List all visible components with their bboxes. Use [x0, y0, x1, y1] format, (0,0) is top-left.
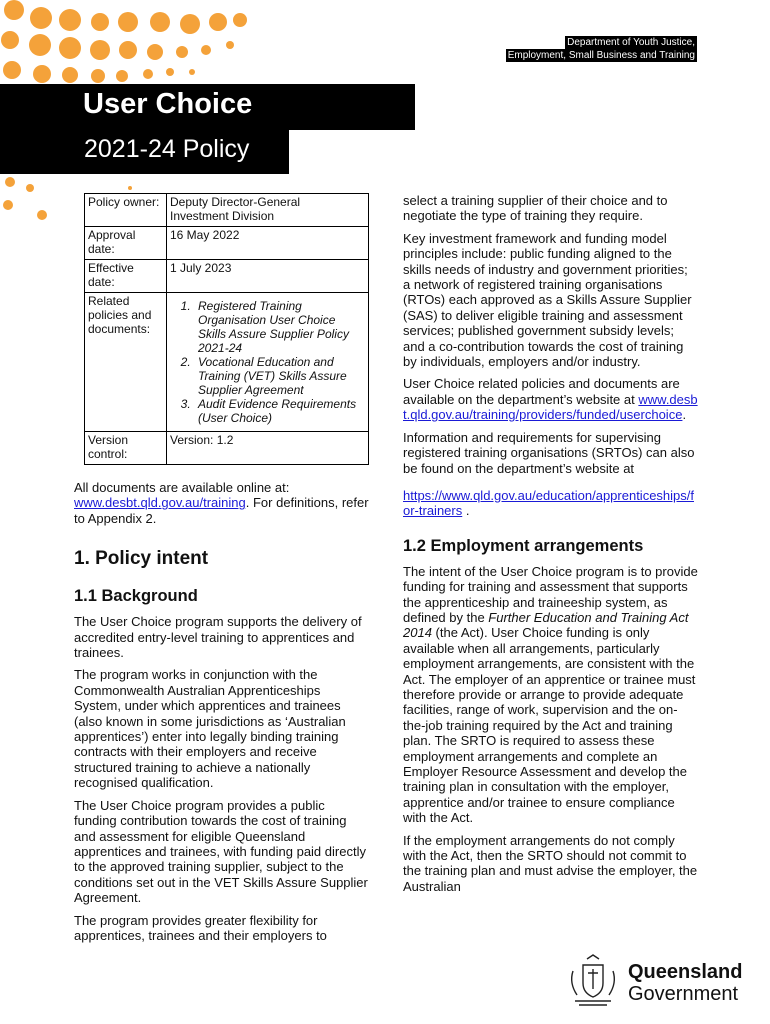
policy-owner-value — [167, 194, 369, 227]
background-paragraph-3: The User Choice program provides a public funding contribution towards the cost of training and assessment for eligible Queensland apprentices and trainees, with funding paid directly to the approved training supplier, subject to the conditions set out in the VET Skills Assure Supplier Agreement. — [74, 797, 368, 906]
documents-online-paragraph — [74, 480, 369, 526]
list-item: 3. Audit Evidence Requirements (User Choice) — [194, 397, 364, 425]
list-item: 1. Registered Training Organisation User Choice Skills Assure Supplier Policy 2021-24 — [194, 299, 364, 355]
policy-owner-line-2: Investment Division — [170, 209, 275, 223]
policy-owner-line-1: Deputy Director-General — [170, 195, 301, 209]
policy-owner-label: Policy owner: — [85, 194, 167, 227]
background-paragraph-1: The User Choice program supports the delivery of accredited entry-level training to apprentices and trainees. — [74, 614, 362, 661]
right-paragraph-1: select a training supplier of their choice and to negotiate the type of training they require. — [403, 193, 668, 224]
srto-info-text: Information and requirements for supervising registered training organisations (SRTOs) can also be found on the department’s website at — [403, 429, 695, 476]
table-row — [85, 194, 369, 227]
related-policies-text: User Choice related policies and documents are available on the department’s website at — [403, 376, 680, 407]
approval-date-label: Approval date: — [85, 227, 167, 260]
documents-online-text: All documents are available online at: — [74, 480, 290, 495]
right-paragraph-4 — [403, 430, 698, 476]
period: . — [682, 407, 687, 423]
act-title: Further Education and Training Act 2014 — [403, 609, 689, 641]
government-wordmark: Government — [628, 983, 739, 1005]
policy-meta-table — [84, 193, 369, 465]
definitions-note: . For definitions, refer to Appendix 2. — [74, 495, 369, 526]
heading-policy-intent: 1. Policy intent — [74, 548, 209, 570]
related-documents-label: Related policies and documents: — [85, 293, 167, 432]
left-column — [74, 193, 369, 950]
approval-date-value: 16 May 2022 — [167, 227, 369, 260]
coat-of-arms-icon — [565, 953, 621, 1008]
employment-text-a: The intent of the User Choice program is to provide funding for training and assessment that supports the apprenticeship and traineeship system, as defined by the — [403, 563, 698, 625]
effective-date-label: Effective date: — [85, 260, 167, 293]
table-row — [85, 260, 369, 293]
table-row — [85, 227, 369, 260]
related-documents-list — [170, 299, 364, 425]
background-paragraph-4: The program provides greater flexibility for apprentices, trainees and their employers to — [74, 912, 327, 943]
queensland-wordmark: Queensland — [628, 961, 743, 983]
department-name — [506, 36, 697, 62]
employment-text-b: (the Act). User Choice funding is only available when all arrangements, particularly employment arrangements, are consistent with the Act. The employer of an apprentice or trainee must therefore provide or arrange to provide adequate facilities, range of work, supervision and the on-the-job training required by the Act and training plan. The SRTO is required to assess these employment arrangements and complete an Employer Resource Assessment and develop the training plan in consultation with the employer, apprentice and/or trainee to ensure compliance with the Act. — [403, 625, 696, 826]
document-title: User Choice — [83, 88, 253, 120]
document-subtitle: 2021-24 Policy — [84, 135, 250, 163]
for-trainers-link[interactable]: https://www.qld.gov.au/education/apprenticeships/for-trainers — [403, 487, 694, 519]
right-paragraph-3 — [403, 376, 698, 422]
list-item: 2. Vocational Education and Training (VET) Skills Assure Supplier Agreement — [194, 355, 364, 397]
effective-date-value: 1 July 2023 — [167, 260, 369, 293]
background-paragraph-2: The program works in conjunction with the Commonwealth Australian Apprenticeships System, under which apprentices and trainees (also known in some jurisdictions as ‘Australian apprentices’) enter into legally binding training contracts with their employers and receive structured training to achieve a nationally recognised qualification. — [74, 667, 346, 791]
right-column — [403, 193, 698, 901]
heading-background: 1.1 Background — [74, 587, 198, 606]
heading-employment-arrangements: 1.2 Employment arrangements — [403, 536, 644, 555]
related-documents-value — [167, 293, 369, 432]
employment-paragraph-2: If the employment arrangements do not comply with the Act, then the SRTO should not commit to the training plan and must advise the employer, the Australian — [403, 832, 698, 894]
trailing-period: . — [462, 503, 470, 519]
queensland-government-logo — [565, 953, 743, 1008]
employment-paragraph-1 — [403, 564, 698, 826]
version-control-label: Version control: — [85, 432, 167, 465]
trainers-link-paragraph — [403, 488, 698, 519]
right-paragraph-2: Key investment framework and funding model principles include: public funding aligned to the skills needs of industry and government priorities; a network of registered training organisations (RTOs) each approved as a Skills Assure Supplier (SAS) to deliver eligible training and assessment services; published government subsidy levels; and a co-contribution towards the cost of training by individuals, employers and/or industry. — [403, 230, 692, 370]
version-control-value: Version: 1.2 — [167, 432, 369, 465]
department-line-1: Department of Youth Justice, — [567, 37, 695, 48]
department-line-2: Employment, Small Business and Training — [507, 50, 695, 61]
table-row — [85, 432, 369, 465]
training-link[interactable]: www.desbt.qld.gov.au/training — [74, 495, 246, 511]
table-row — [85, 293, 369, 432]
userchoice-link[interactable]: www.desbt.qld.gov.au/training/providers/funded/userchoice — [403, 391, 698, 423]
